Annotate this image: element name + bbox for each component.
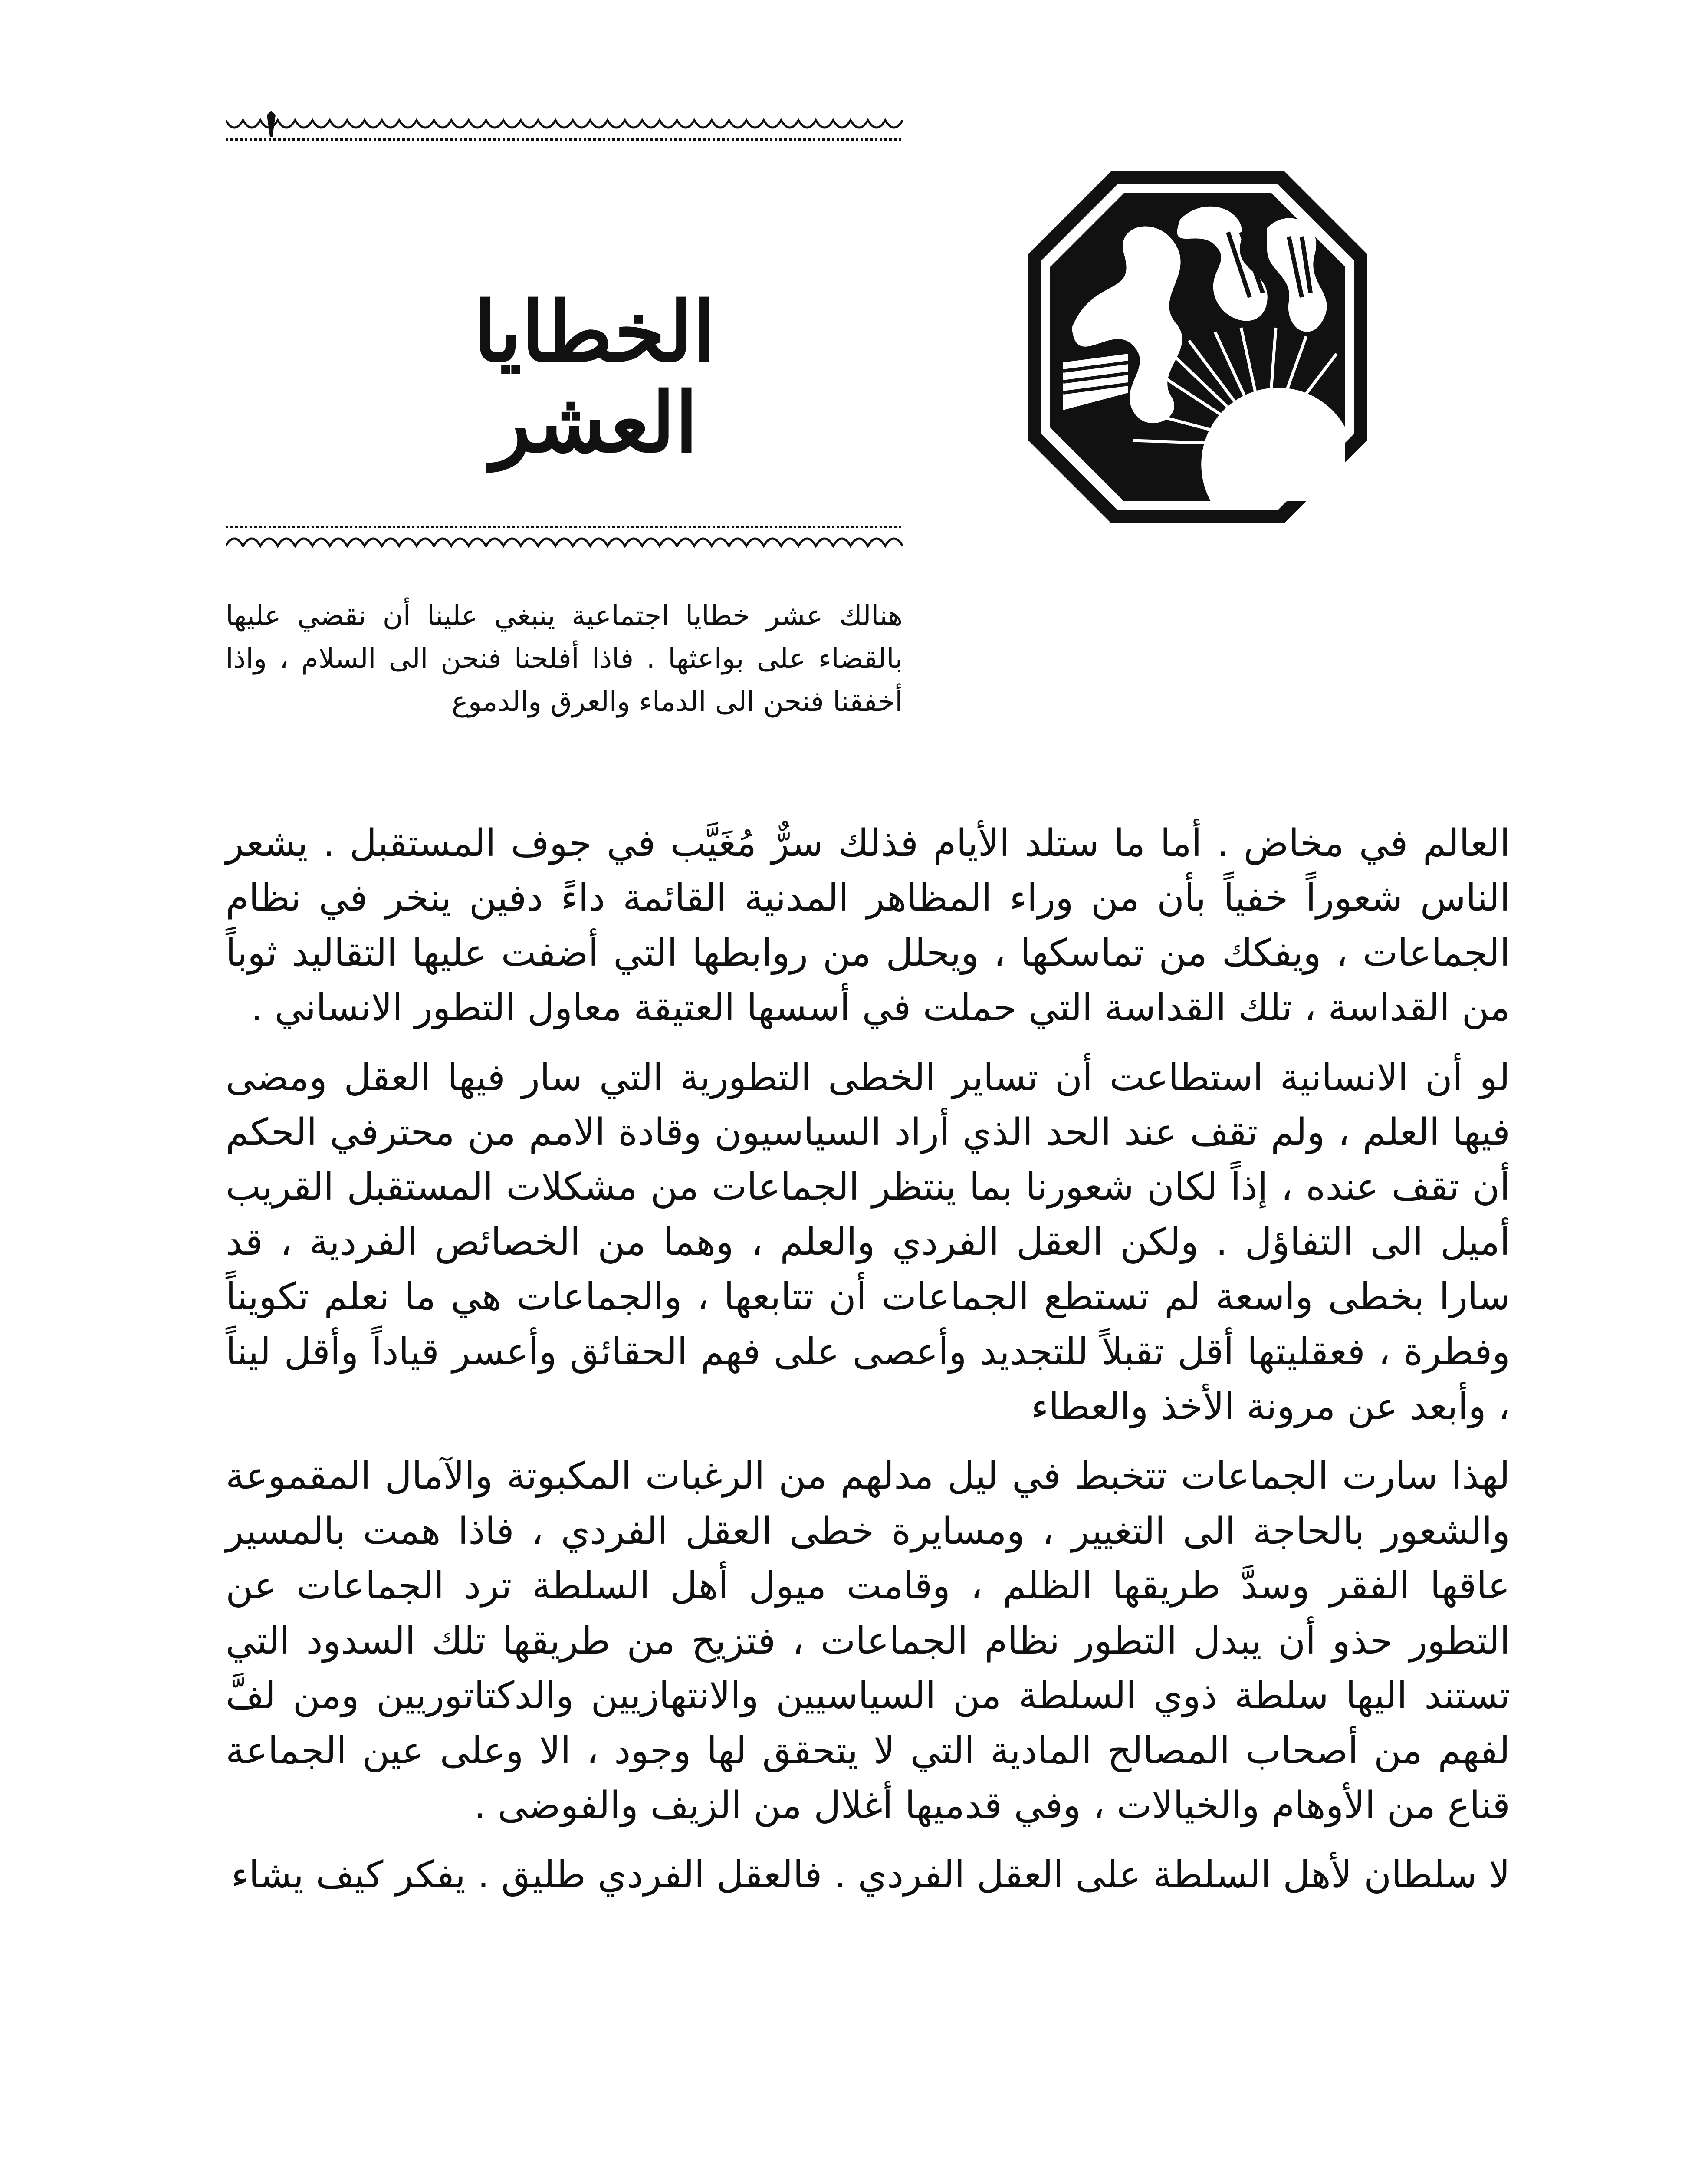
article-title: الخطايا العشر [473,283,716,471]
paragraph: لهذا سارت الجماعات تتخبط في ليل مدلهم من الرغبات المكبوتة والآمال المقموعة والشعور بالحاجة الى التغيير ، ومسايرة خطى العقل الفردي ، فاذا همت بالمسير عاقها الفقر وسدَّ طريقها الظلم ، وقامت ميول أهل السلطة ترد الجماعات عن التطور حذو أن يبدل التطور نظام الجماعات ، فتزيح من طريقها تلك السدود التي تستند اليها سلطة ذوي السلطة من السياسيين والانتهازيين والدكتاتوريين ومن لفَّ لفهم من أصحاب المصالح المادية التي لا يتحقق لها وجود ، الا وعلى عين الجماعة قناع من الأوهام والخيالات ، وفي قدميها أغلال من الزيف والفوضى . [226,1454,1510,1827]
decorative-bottom-border [226,521,903,556]
decorative-top-border [226,111,903,145]
paragraph: لو أن الانسانية استطاعت أن تساير الخطى التطورية التي سار فيها العقل ومضى فيها العلم ، ولم تقف عند الحد الذي أراد السياسيون وقادة الامم من محترفي الحكم أن تقف عنده ، إذاً لكان شعورنا بما ينتظر الجماعات من مشكلات المستقبل القريب أميل الى التفاؤل . ولكن العقل الفردي والعلم ، وهما من الخصائص الفردية ، قد سارا بخطى واسعة لم تستطع الجماعات أن تتابعها ، والجماعات هي ما نعلم تكويناً وفطرة ، فعقليتها أقل تقبلاً للتجديد وأعصى على فهم الحقائق وأعسر قياداً وأقل ليناً ، وأبعد عن مرونة الأخذ والعطاء [226,1055,1510,1429]
article-intro: هنالك عشر خطايا اجتماعية ينبغي علينا أن نقضي عليها بالقضاء على بواعثها . فاذا أفلحنا فنحن الى السلام ، واذا أخفقنا فنحن الى الدماء والعرق والدموع [226,600,903,718]
article-body [226,816,1510,1917]
paragraph: العالم في مخاض . أما ما ستلد الأيام فذلك سرٌّ مُغَيَّب في جوف المستقبل . يشعر الناس شعوراً خفياً بأن من وراء المظاهر المدنية القائمة داءً دفين ينخر في نظام الجماعات ، ويفكك من تماسكها ، ويحلل من روابطها التي أضفت عليها التقاليد ثوباً من القداسة ، تلك القداسة التي حملت في أسسها العتيقة معاول التطور الانساني . [226,822,1510,1030]
octagon-flames-sun-ornament [1024,167,1371,527]
paragraph: لا سلطان لأهل السلطة على العقل الفردي . فالعقل الفردي طليق . يفكر كيف يشاء [231,1853,1510,1897]
